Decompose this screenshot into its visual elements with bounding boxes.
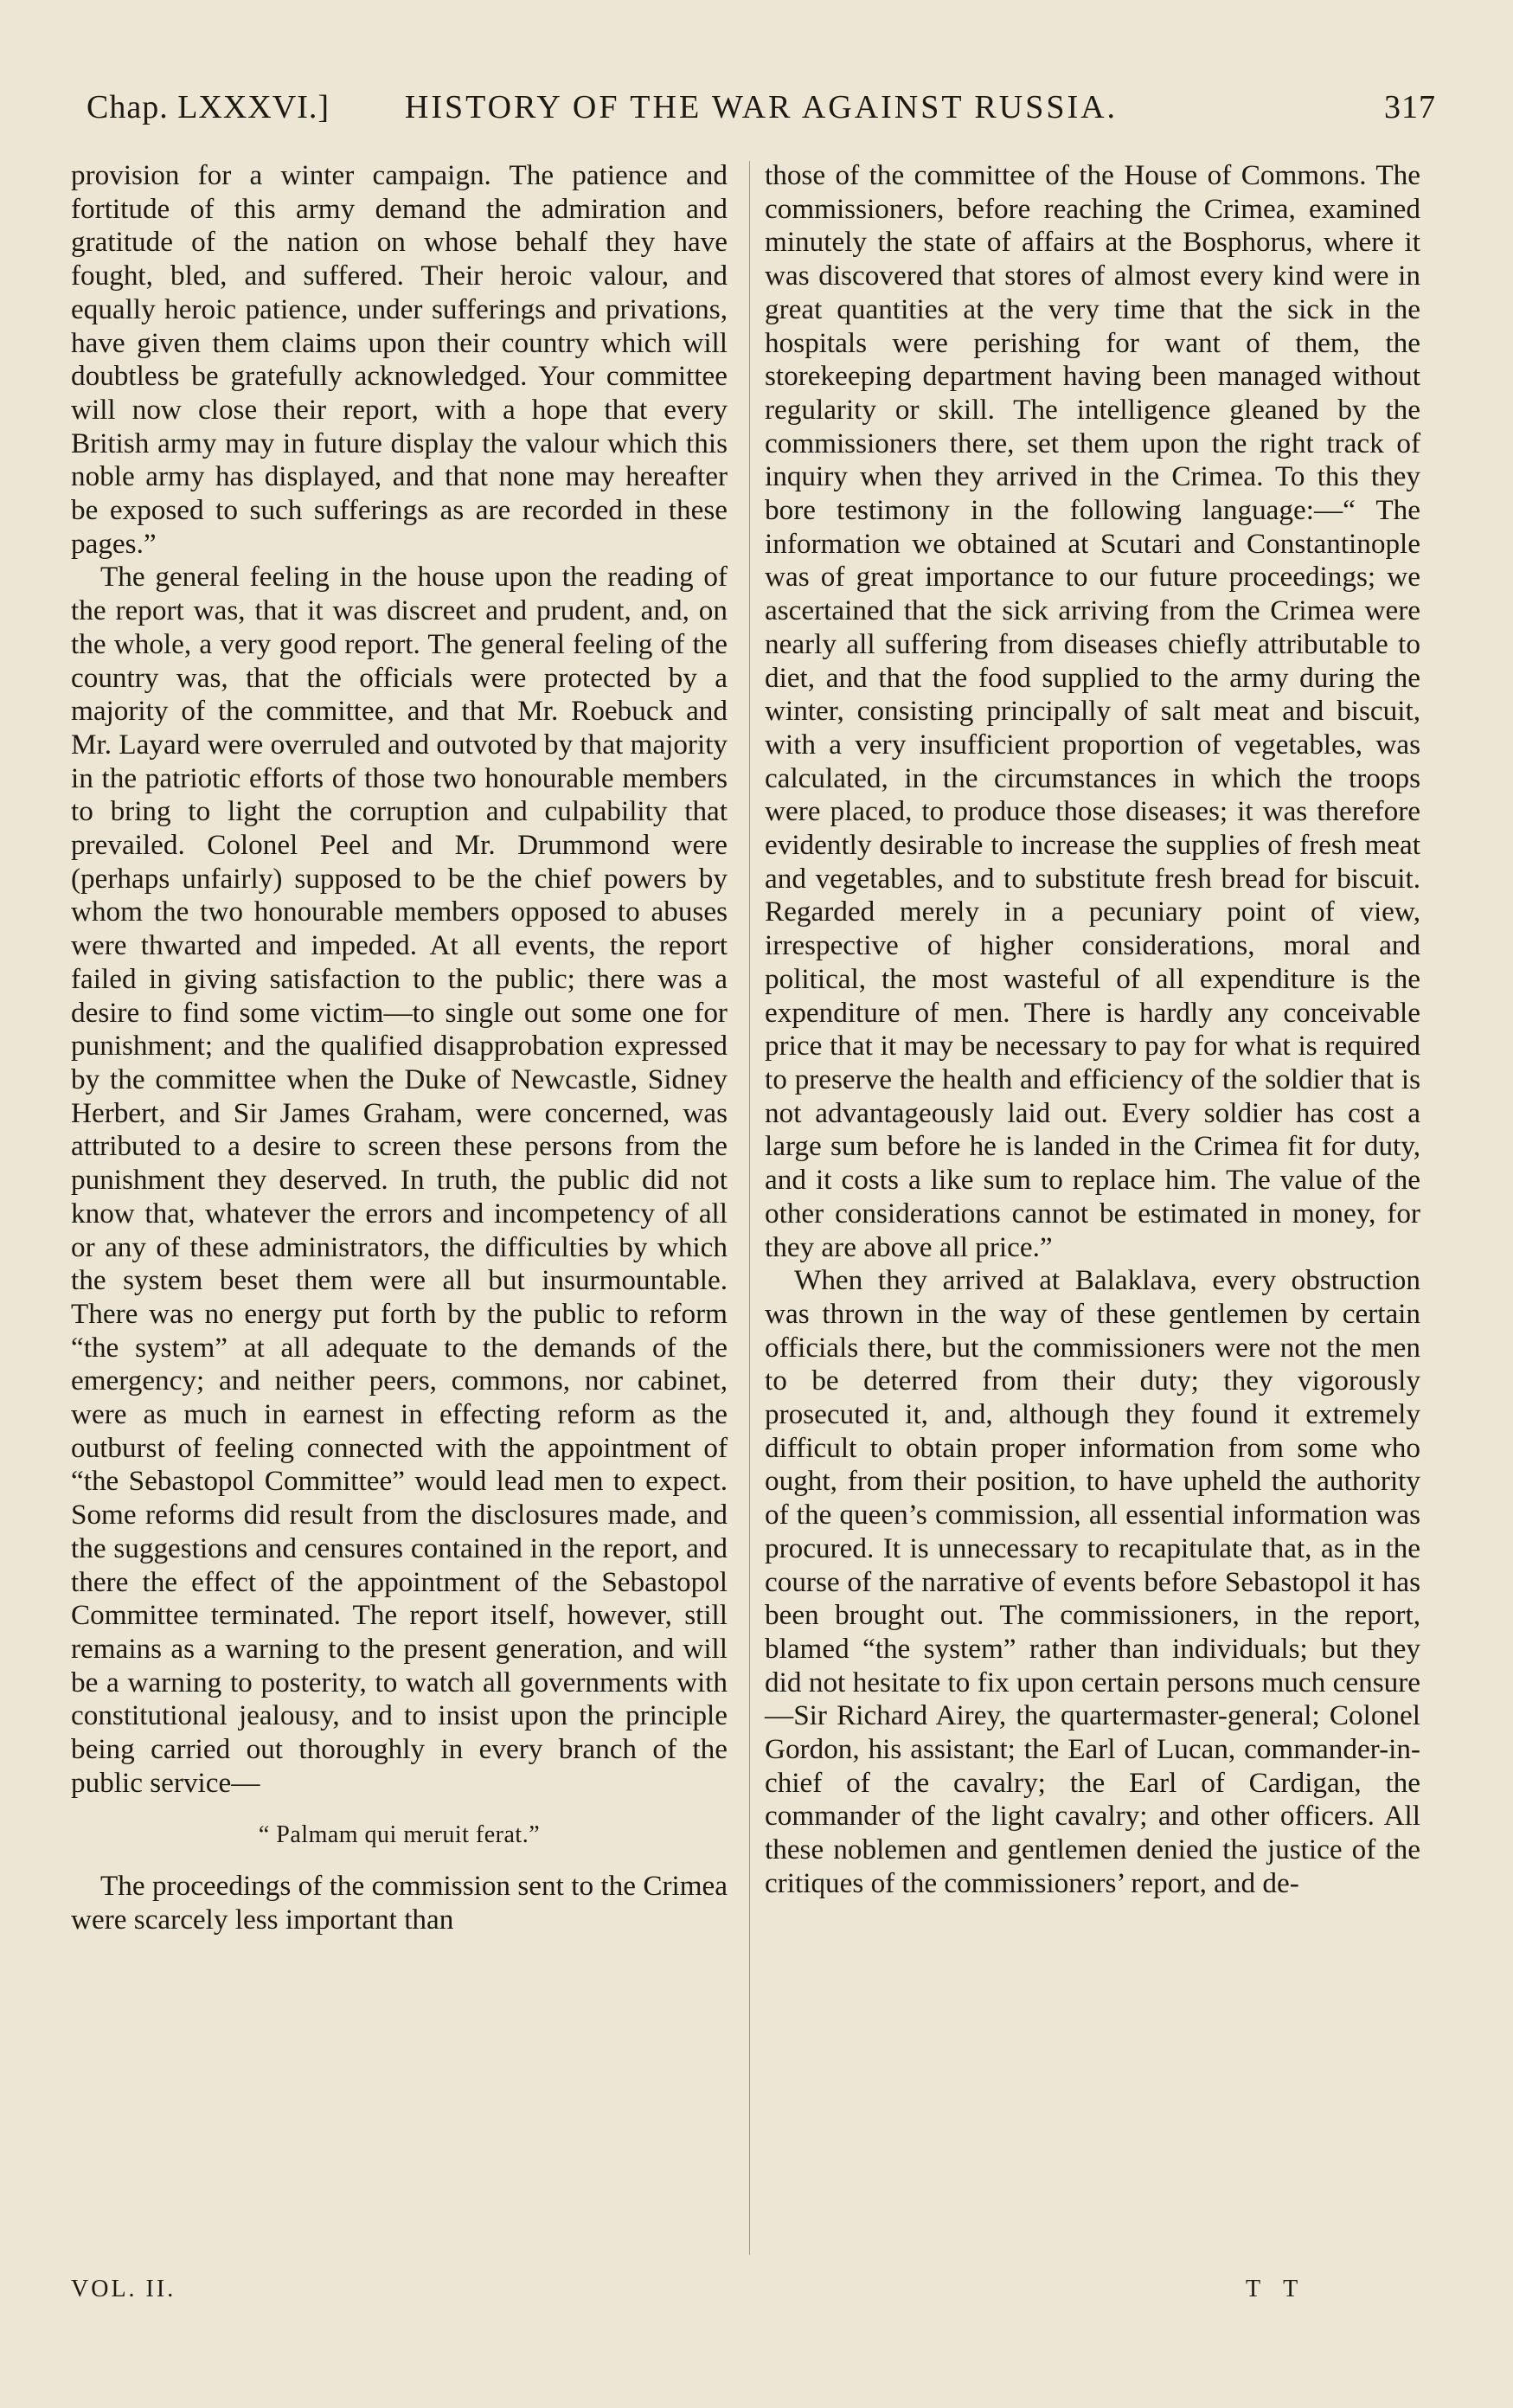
left-column xyxy=(71,159,728,1937)
right-paragraph-2: When they arrived at Balaklava, every obstruction was thrown in the way of these gentlemen by certain officials there, but the commissioners were not the men to be deterred from their duty; they vigorously prosecuted it, and, although they found it extremely difficult to obtain proper information from some who ought, from their position, to have upheld the authority of the queen’s commission, all essential information was procured. It is unnecessary to recapitulate that, as in the course of the narrative of events before Sebastopol it has been brought out. The commissioners, in the report, blamed “the system” rather than individuals; but they did not hesitate to fix upon certain persons much censure —Sir Richard Airey, the quartermaster-general; Colonel Gordon, his assistant; the Earl of Lucan, commander-in-chief of the cavalry; the Earl of Cardigan, the commander of the light cavalry; and other officers. All these noblemen and gentlemen denied the justice of the critiques of the commissioners’ report, and de- xyxy=(765,1264,1420,1899)
volume-footer: VOL. II. xyxy=(71,2276,176,2302)
running-header xyxy=(87,88,1436,140)
column-divider xyxy=(749,161,750,2255)
left-paragraph-2: The general feeling in the house upon the reading of the report was, that it was discreet and prudent, and, on the whole, a very good report. The general feeling of the country was, that the officials were protected by a majority of the committee, and that Mr. Roebuck and Mr. Layard were overruled and outvoted by that majority in the patriotic efforts of those two honourable members to bring to light the corruption and culpability that prevailed. Colonel Peel and Mr. Drummond were (perhaps unfairly) supposed to be the chief powers by whom the two honourable members opposed to abuses were thwarted and impeded. At all events, the report failed in giving satisfaction to the public; there was a desire to find some victim—to single out some one for punishment; and the qualified disapprobation expressed by the committee when the Duke of Newcastle, Sidney Herbert, and Sir James Graham, were concerned, was attributed to a desire to screen these persons from the punishment they deserved. In truth, the public did not know that, whatever the errors and incompetency of all or any of these administrators, the difficulties by which the system beset them were all but insurmountable. There was no energy put forth by the public to reform “the system” at all adequate to the demands of the emergency; and neither peers, commons, nor cabinet, were as much in earnest in effecting reform as the outburst of feeling connected with the appointment of “the Sebastopol Committee” would lead men to expect. Some reforms did result from the disclosures made, and the suggestions and censures contained in the report, and there the effect of the appointment of the Sebastopol Committee terminated. The report itself, however, still remains as a warning to the present generation, and will be a warning to posterity, to watch all governments with constitutional jealousy, and to insist upon the principle being carried out thoroughly in every branch of the public service— xyxy=(71,561,728,1799)
chapter-label: Chap. LXXXVI.] xyxy=(87,89,330,125)
running-title: HISTORY OF THE WAR AGAINST RUSSIA. xyxy=(404,89,1119,125)
latin-motto: “ Palmam qui meruit ferat.” xyxy=(258,1821,541,1849)
page-number: 317 xyxy=(1384,89,1436,125)
right-column xyxy=(765,159,1420,1901)
left-paragraph-3: The proceedings of the commission sent to the Crimea were scarcely less important than xyxy=(71,1870,728,1936)
signature-mark: T T xyxy=(1246,2276,1307,2302)
left-paragraph-1: provision for a winter campaign. The patience and fortitude of this army demand the admiration and gratitude of the nation on whose behalf they have fought, bled, and suffered. Their heroic valour, and equally heroic patience, under sufferings and privations, have given them claims upon their country which will doubtless be gratefully acknowledged. Your committee will now close their report, with a hope that every British army may in future display the valour which this noble army has displayed, and that none may hereafter be exposed to such sufferings as are recorded in these pages.” xyxy=(71,159,728,560)
right-paragraph-1: those of the committee of the House of Commons. The commissioners, before reaching the Crimea, examined minutely the state of affairs at the Bosphorus, where it was discovered that stores of almost every kind were in great quantities at the very time that the sick in the hospitals were perishing for want of them, the storekeeping department having been managed without regularity or skill. The intelligence gleaned by the commissioners there, set them upon the right track of inquiry when they arrived in the Crimea. To this they bore testimony in the following language:—“ The information we obtained at Scutari and Constantinople was of great importance to our future proceedings; we ascertained that the sick arriving from the Crimea were nearly all suffering from diseases chiefly attributable to diet, and that the food supplied to the army during the winter, consisting principally of salt meat and biscuit, with a very insufficient proportion of vegetables, was calculated, in the circumstances in which the troops were placed, to produce those diseases; it was therefore evidently desirable to increase the supplies of fresh meat and vegetables, and to substitute fresh bread for biscuit. Regarded merely in a pecuniary point of view, irrespective of higher considerations, moral and political, the most wasteful of all expenditure is the expenditure of men. There is hardly any conceivable price that it may be necessary to pay for what is required to preserve the health and efficiency of the soldier that is not advantageously laid out. Every soldier has cost a large sum before he is landed in the Crimea fit for duty, and it costs a like sum to replace him. The value of the other considerations cannot be estimated in money, for they are above all price.” xyxy=(765,159,1420,1263)
